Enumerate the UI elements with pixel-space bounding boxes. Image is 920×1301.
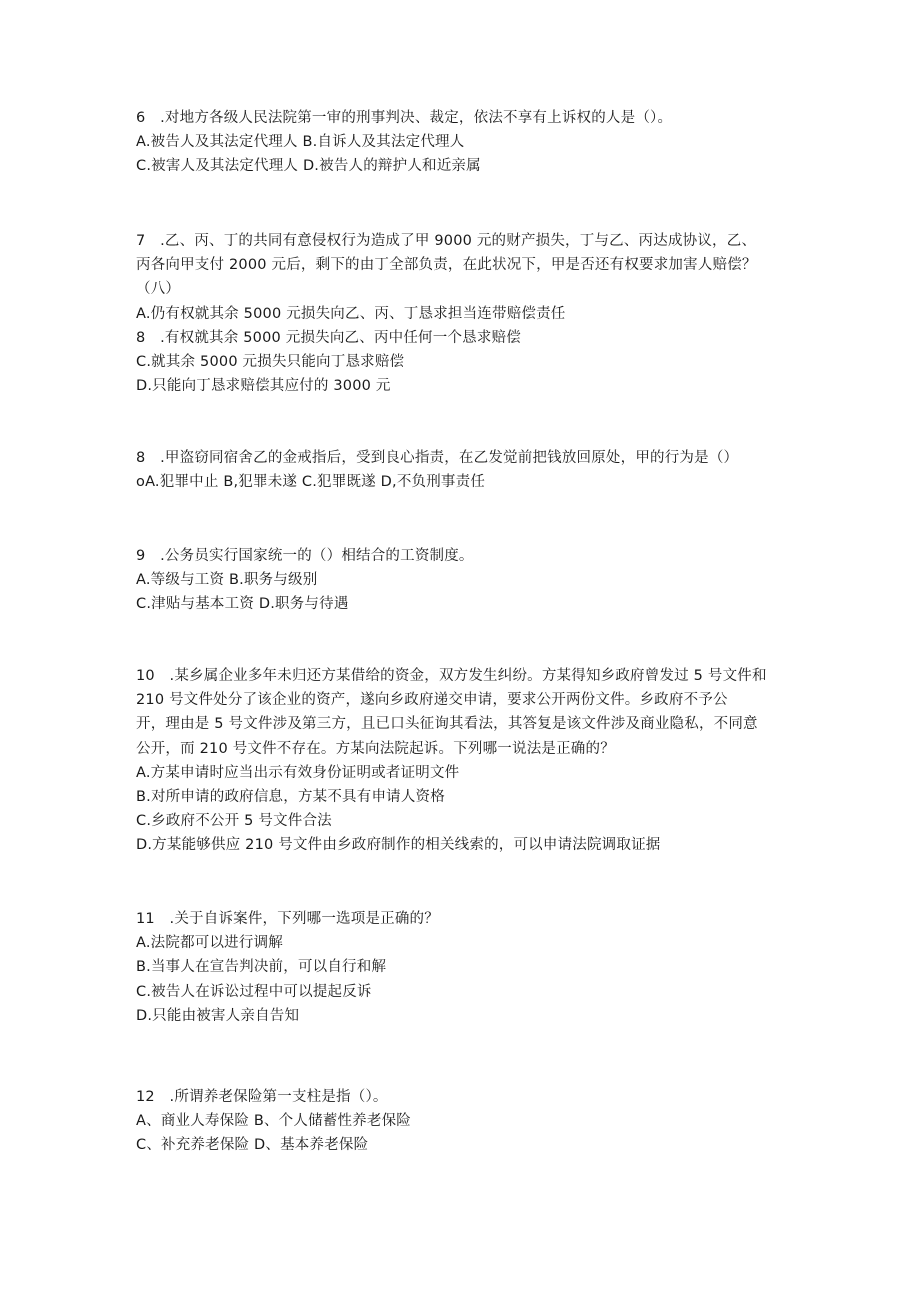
answer-option-a: A.法院都可以进行调解	[136, 935, 283, 952]
answer-option-c: C.就其余 5000 元损失只能向丁恳求赔偿	[136, 353, 405, 370]
answer-option-b: B.对所申请的政府信息，方某不具有申请人资格	[136, 788, 445, 805]
answer-option-b: 8 .有权就其余 5000 元损失向乙、丙中任何一个恳求赔偿	[136, 329, 521, 346]
answer-option-c: C.被告人在诉讼过程中可以提起反诉	[136, 983, 372, 1000]
question-11	[136, 907, 796, 1028]
question-stem: 11 .关于自诉案件，下列哪一选项是正确的？	[136, 911, 439, 927]
question-stem: （八）	[136, 281, 181, 298]
answer-option-d: D.只能由被害人亲自告知	[136, 1007, 300, 1024]
answer-option-a: A.仍有权就其余 5000 元损失向乙、丙、丁恳求担当连带赔偿责任	[136, 305, 566, 322]
question-7	[136, 229, 796, 398]
question-stem: 9 .公务员实行国家统一的（）相结合的工资制度。	[136, 548, 474, 564]
answer-option-a: A.方某申请时应当出示有效身份证明或者证明文件	[136, 764, 460, 781]
question-stem: 7 .乙、丙、丁的共同有意侵权行为造成了甲 9000 元的财产损失，丁与乙、丙达成协议，乙、	[136, 233, 757, 249]
answer-options: C.津贴与基本工资 D.职务与待遇	[136, 596, 349, 613]
question-10	[136, 664, 796, 858]
question-12	[136, 1085, 796, 1158]
answer-options: C.被害人及其法定代理人 D.被告人的辩护人和近亲属	[136, 158, 481, 175]
question-stem: 210 号文件处分了该企业的资产，遂向乡政府递交申请，要求公开两份文件。乡政府不予公	[136, 692, 728, 709]
answer-option-b: B.当事人在宣告判决前，可以自行和解	[136, 959, 387, 976]
question-stem: 开，理由是 5 号文件涉及第三方，且已口头征询其看法，其答复是该文件涉及商业隐私，不同意	[136, 716, 758, 733]
question-8	[136, 446, 796, 494]
question-stem: 8 .甲盗窃同宿舍乙的金戒指后，受到良心指责，在乙发觉前把钱放回原处，甲的行为是（）	[136, 450, 739, 466]
question-6	[136, 106, 796, 179]
answer-option-d: D.方某能够供应 210 号文件由乡政府制作的相关线索的，可以申请法院调取证据	[136, 837, 661, 854]
question-stem: 12 .所谓养老保险第一支柱是指（）。	[136, 1089, 388, 1105]
answer-options: A.等级与工资 B.职务与级别	[136, 572, 318, 589]
answer-options: A、商业人寿保险 B、个人储蓄性养老保险	[136, 1113, 411, 1130]
answer-options: C、补充养老保险 D、基本养老保险	[136, 1137, 369, 1154]
question-stem: 6 .对地方各级人民法院第一审的刑事判决、裁定，依法不享有上诉权的人是（）。	[136, 110, 673, 126]
question-stem: 公开，而 210 号文件不存在。方某向法院起诉。下列哪一说法是正确的？	[136, 740, 615, 757]
question-9	[136, 544, 796, 617]
answer-option-c: C.乡政府不公开 5 号文件合法	[136, 813, 332, 830]
answer-options: A.被告人及其法定代理人 B.自诉人及其法定代理人	[136, 134, 465, 151]
question-stem: 丙各向甲支付 2000 元后，剩下的由丁全部负责，在此状况下，甲是否还有权要求加害人赔偿？	[136, 257, 757, 274]
answer-option-d: D.只能向丁恳求赔偿其应付的 3000 元	[136, 378, 391, 395]
question-stem: 10 .某乡属企业多年未归还方某借给的资金，双方发生纠纷。方某得知乡政府曾发过 5 号文件和	[136, 668, 767, 684]
answer-options: oA.犯罪中止 B,犯罪未遂 C.犯罪既遂 D,不负刑事责任	[136, 474, 486, 491]
